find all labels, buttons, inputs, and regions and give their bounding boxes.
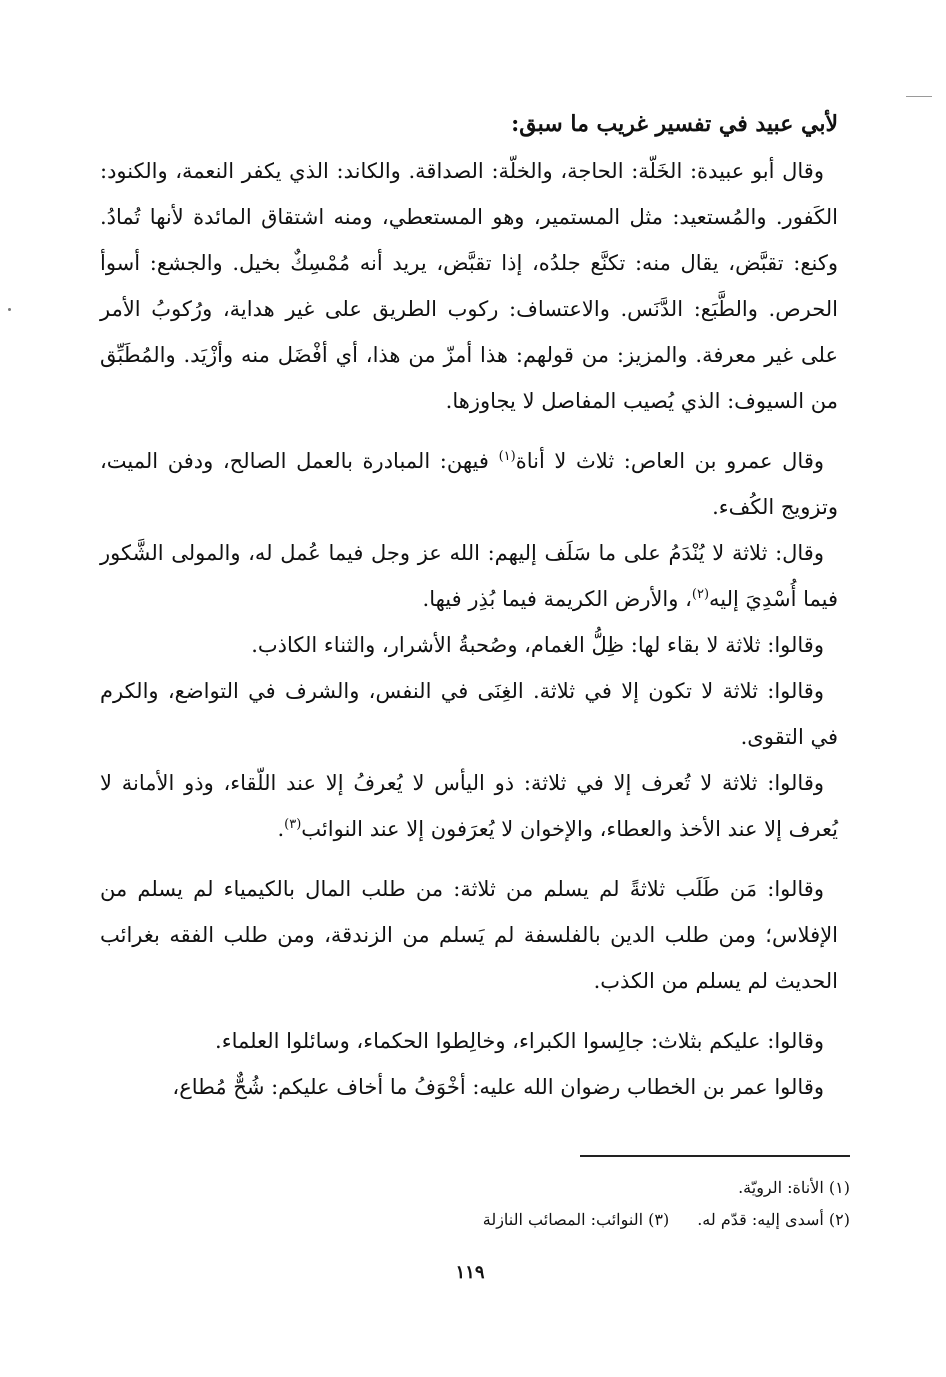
footnote-ref-2: (٢) <box>691 587 710 602</box>
section-heading: لأبي عبيد في تفسير غريب ما سبق: <box>511 111 838 137</box>
footnotes <box>250 1172 850 1236</box>
paragraph-three-in-three <box>100 668 838 760</box>
footnote-line-2 <box>250 1204 850 1236</box>
footnote-divider <box>580 1155 850 1157</box>
paragraph-text: وقال عمرو بن العاص: ثلاث لا أناة <box>515 449 825 473</box>
paragraph-abu-ubaida <box>100 148 838 424</box>
paragraph-text: وقالوا: عليكم بثلاث: جالِسوا الكبراء، وخالِطوا الحكماء، وسائلوا العلماء. <box>215 1029 824 1053</box>
paragraph-text: وقالوا: ثلاثة لا تُعرف إلا في ثلاثة: ذو اليأس لا يُعرفُ إلا عند اللّقاء، وذو الأمانة لا يُعرف إلا عند الأخذ والعطاء، والإخوان لا يُعرَفون إلا عند النوائب <box>100 771 838 841</box>
footnote-1: (١) الأناة: الرويّة. <box>738 1178 850 1197</box>
paragraph-no-regret <box>100 530 838 622</box>
page-number: ١١٩ <box>455 1262 485 1283</box>
paragraph-text: وقالوا: مَن طَلَب ثلاثةً لم يسلم من ثلاثة: من طلب المال بالكيمياء لم يسلم من الإفلاس؛ ومن طلب الدين بالفلسفة لم يَسلم من الزندقة، ومن طلب الفقه بغرائب الحديث لم يسلم من الكذب. <box>100 877 838 993</box>
paragraph-text: وقالوا: ثلاثة لا تكون إلا في ثلاثة. الغِنَى في النفس، والشرف في التواضع، والكرم في التقوى. <box>100 679 838 749</box>
body-text <box>100 148 838 1110</box>
footnote-ref-3: (٣) <box>284 817 302 832</box>
paragraph-tail: ، والأرض الكريمة فيما بُذِر فيها. <box>422 587 692 611</box>
footnote-2: (٢) أسدى إليه: قدّم له. <box>697 1210 850 1229</box>
paragraph-text: وقال: ثلاثة لا يُنْدَمُ على ما سَلَف إليهم: الله عز وجل فيما عُمل له، والمولى الشَّكور فيما أُسْدِيَ إليه <box>100 541 838 611</box>
paragraph-no-permanence <box>100 622 838 668</box>
paragraph-tail: فيهن: المبادرة بالعمل الصالح، ودفن الميت، وتزويج الكُفء. <box>100 449 838 519</box>
paragraph-keep-three <box>100 1018 838 1064</box>
paragraph-text: وقالوا: ثلاثة لا بقاء لها: ظِلُّ الغمام، وصُحبةُ الأشرار، والثناء الكاذب. <box>251 633 824 657</box>
scan-speck <box>8 308 11 311</box>
paragraph-tail: . <box>277 817 285 841</box>
footnote-3: (٣) النوائب: المصائب النازلة <box>482 1210 670 1229</box>
paragraph-seeking-three <box>100 866 838 1004</box>
paragraph-umar <box>100 1064 838 1110</box>
footnote-ref-1: (١) <box>498 449 516 464</box>
paragraph-known-only <box>100 760 838 852</box>
paragraph-text: وقالوا عمر بن الخطاب رضوان الله عليه: أخْوَفُ ما أخاف عليكم: شُحٌّ مُطاع، <box>172 1075 824 1099</box>
paragraph-text: وقال أبو عبيدة: الخَلّة: الحاجة، والخلّة: الصداقة. والكاند: الذي يكفر النعمة، والكنود: الكَفور. والمُستعيد: مثل المستمير، وهو المستعطي، ومنه اشتقاق المائدة لأنها تُمادُ. وكنع: تقبَّض، يقال منه: تكنَّع جلدُه، إذا تقبَّض، يريد أنه مُمْسِكٌ بخيل. والجشع: أسوأ الحرص. والطَّبَع: الدَّنَس. والاعتساف: ركوب الطريق على غير هداية، ورُكوبُ الأمر على غير معرفة. والمزيز: من قولهم: هذا أمزّ من هذا، أي أفْضَل منه وأزْيَد. والمُطَبِّق من السيوف: الذي يُصيب المفاصل لا يجاوزها. <box>100 159 838 413</box>
edge-mark <box>906 96 932 97</box>
paragraph-amr-ibn-al-as <box>100 438 838 530</box>
